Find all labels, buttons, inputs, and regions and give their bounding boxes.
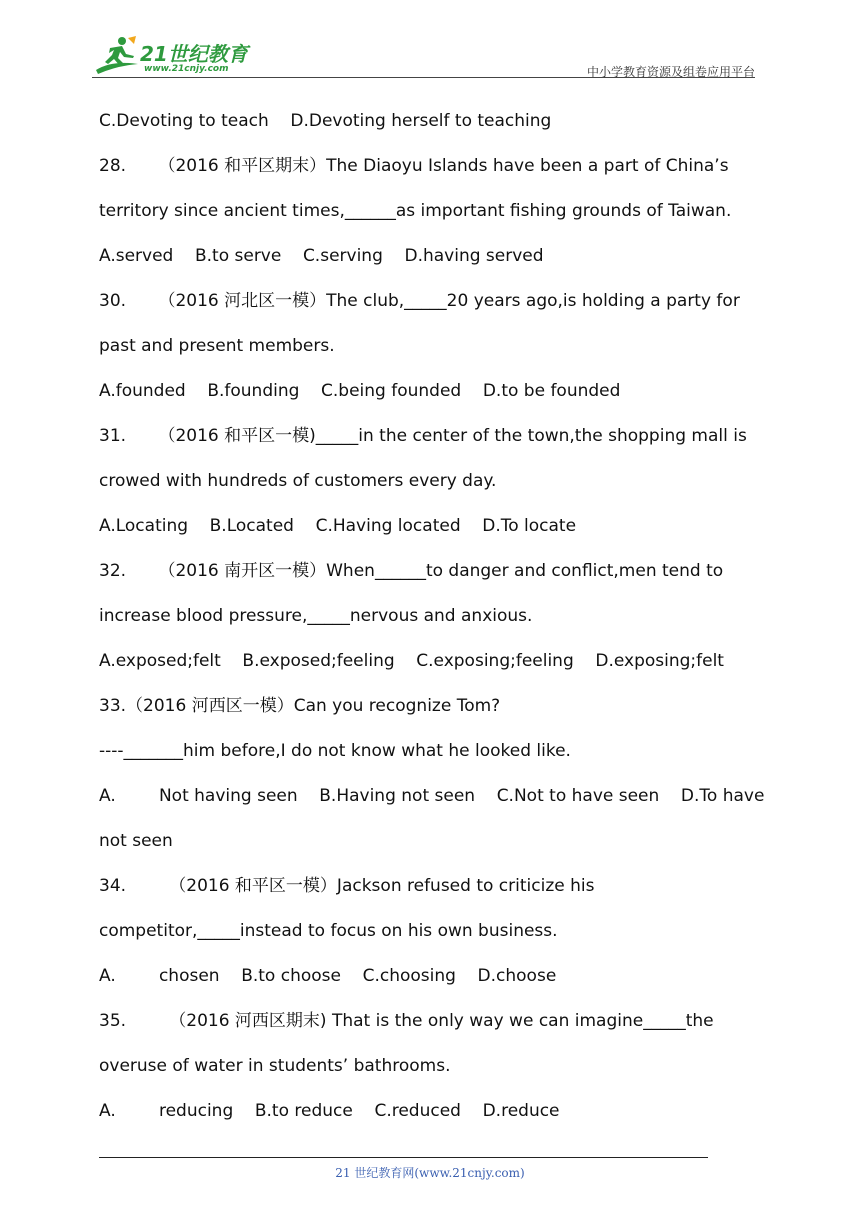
question-33-stem: 33.（2016 河西区一模）Can you recognize Tom? — [99, 696, 501, 716]
page-header — [92, 34, 755, 78]
question-31-stem: 31. （2016 和平区一模)_____in the center of the town,the shopping mall is — [99, 426, 747, 446]
footer-divider — [99, 1157, 708, 1158]
question-35-stem: 35. （2016 河西区期末) That is the only way we can imagine_____the — [99, 1011, 714, 1031]
question-33-options: A. Not having seen B.Having not seen C.Not to have seen D.To have — [99, 786, 765, 806]
question-30-stem: 30. （2016 河北区一模）The club,_____20 years ago,is holding a party for — [99, 291, 740, 311]
platform-title: 中小学教育资源及组卷应用平台 — [586, 65, 755, 79]
question-32-stem: 32. （2016 南开区一模）When______to danger and conflict,men tend to — [99, 561, 724, 581]
question-34-stem: 34. （2016 和平区一模）Jackson refused to criticize his — [99, 876, 595, 896]
text-line: increase blood pressure,_____nervous and anxious. — [99, 606, 533, 626]
page-footer: 21 世纪教育网(www.21cnjy.com) — [335, 1166, 525, 1180]
question-31-options: A.Locating B.Located C.Having located D.To locate — [99, 516, 577, 536]
text-line: ----_______him before,I do not know what he looked like. — [99, 741, 571, 761]
text-line: not seen — [99, 831, 173, 851]
question-28-options: A.served B.to serve C.serving D.having served — [99, 246, 544, 266]
question-35-options: A. reducing B.to reduce C.reduced D.reduce — [99, 1101, 560, 1121]
document-body — [99, 99, 764, 1134]
text-line: past and present members. — [99, 336, 335, 356]
text-line: territory since ancient times,______as important fishing grounds of Taiwan. — [99, 201, 732, 221]
question-32-options: A.exposed;felt B.exposed;feeling C.exposing;feeling D.exposing;felt — [99, 651, 724, 671]
text-line: competitor,_____instead to focus on his own business. — [99, 921, 558, 941]
text-line: C.Devoting to teach D.Devoting herself to teaching — [99, 111, 552, 131]
question-28-stem: 28. （2016 和平区期末）The Diaoyu Islands have been a part of China’s — [99, 156, 729, 176]
question-34-options: A. chosen B.to choose C.choosing D.choose — [99, 966, 557, 986]
text-line: crowed with hundreds of customers every day. — [99, 471, 497, 491]
header-divider — [92, 77, 755, 78]
logo-url: www.21cnjy.com — [144, 64, 229, 74]
text-line: overuse of water in students’ bathrooms. — [99, 1056, 451, 1076]
logo-text: 21世纪教育 — [140, 42, 248, 66]
runner-logo-icon — [92, 34, 142, 78]
question-30-options: A.founded B.founding C.being founded D.to be founded — [99, 381, 621, 401]
logo — [92, 34, 262, 78]
